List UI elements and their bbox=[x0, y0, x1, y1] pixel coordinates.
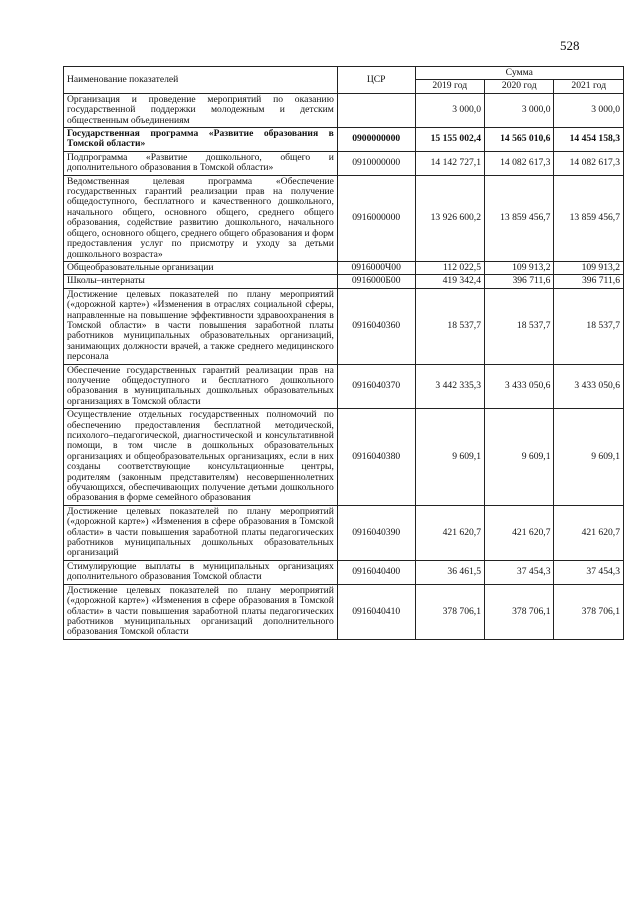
row-code: 0916040400 bbox=[337, 560, 415, 584]
header-csr: ЦСР bbox=[337, 67, 415, 94]
table-row bbox=[64, 261, 624, 274]
row-code: 0916040380 bbox=[337, 409, 415, 506]
header-year-2021: 2021 год bbox=[554, 80, 624, 93]
page-number: 528 bbox=[560, 38, 580, 53]
row-name: Достижение целевых показателей по плану мероприятий («дорожной карте») «Изменения в сфере образования в Томской области» в части повышения заработной платы педагогических работников муниципальных организаций дополнительного образования Томской области bbox=[64, 584, 338, 639]
row-value-2020: 396 711,6 bbox=[485, 275, 554, 288]
row-name: Общеобразовательные организации bbox=[64, 261, 338, 274]
row-code: 0900000000 bbox=[337, 128, 415, 152]
row-value-2019: 112 022,5 bbox=[415, 261, 484, 274]
table-row bbox=[64, 288, 624, 364]
header-sum: Сумма bbox=[415, 67, 623, 80]
row-name: Обеспечение государственных гарантий реализации прав на получение общедоступного и бесплатного дошкольного образования в муниципальных дошкольных образовательных организациях в Томской области bbox=[64, 364, 338, 409]
row-name: Ведомственная целевая программа «Обеспечение государственных гарантий реализации прав на получение общедоступного, бесплатного и качественного дошкольного, начального общего, основного общего, среднего общего образования, содействие развитию дошкольного, начального общего, основного общего, среднего общего образования и форм предоставления услуг по присмотру и уходу за детьми дошкольного возраста» bbox=[64, 175, 338, 261]
row-value-2021: 9 609,1 bbox=[554, 409, 624, 506]
row-value-2019: 18 537,7 bbox=[415, 288, 484, 364]
row-value-2021: 14 082 617,3 bbox=[554, 151, 624, 175]
header-name: Наименование показателей bbox=[64, 67, 338, 94]
budget-table bbox=[63, 66, 624, 640]
row-value-2019: 14 142 727,1 bbox=[415, 151, 484, 175]
row-value-2019: 15 155 002,4 bbox=[415, 128, 484, 152]
row-value-2020: 18 537,7 bbox=[485, 288, 554, 364]
row-value-2019: 3 442 335,3 bbox=[415, 364, 484, 409]
row-code: 0916000Б00 bbox=[337, 275, 415, 288]
row-value-2021: 3 433 050,6 bbox=[554, 364, 624, 409]
row-value-2020: 109 913,2 bbox=[485, 261, 554, 274]
row-code: 0916000000 bbox=[337, 175, 415, 261]
row-value-2019: 9 609,1 bbox=[415, 409, 484, 506]
table-row bbox=[64, 275, 624, 288]
row-code: 0916040360 bbox=[337, 288, 415, 364]
row-name: Школы–интернаты bbox=[64, 275, 338, 288]
row-code: 0910000000 bbox=[337, 151, 415, 175]
row-value-2020: 3 433 050,6 bbox=[485, 364, 554, 409]
row-value-2021: 37 454,3 bbox=[554, 560, 624, 584]
row-name: Достижение целевых показателей по плану мероприятий («дорожной карте») «Изменения в сфере образования в Томской области» в части повышения заработной платы педагогических работников муниципальных дошкольных образовательных организаций bbox=[64, 505, 338, 560]
table-row bbox=[64, 175, 624, 261]
row-name: Подпрограмма «Развитие дошкольного, общего и дополнительного образования в Томской области» bbox=[64, 151, 338, 175]
header-row bbox=[64, 67, 624, 80]
row-code: 0916040390 bbox=[337, 505, 415, 560]
row-value-2020: 14 565 010,6 bbox=[485, 128, 554, 152]
row-value-2021: 421 620,7 bbox=[554, 505, 624, 560]
header-year-2019: 2019 год bbox=[415, 80, 484, 93]
row-value-2019: 36 461,5 bbox=[415, 560, 484, 584]
table-row bbox=[64, 128, 624, 152]
row-value-2020: 14 082 617,3 bbox=[485, 151, 554, 175]
row-value-2020: 421 620,7 bbox=[485, 505, 554, 560]
table-row bbox=[64, 409, 624, 506]
row-value-2020: 9 609,1 bbox=[485, 409, 554, 506]
row-value-2021: 396 711,6 bbox=[554, 275, 624, 288]
row-value-2021: 3 000,0 bbox=[554, 93, 624, 127]
row-name: Организация и проведение мероприятий по оказанию государственной поддержки молодежным и детским общественным объединениям bbox=[64, 93, 338, 127]
table-row bbox=[64, 560, 624, 584]
header-year-2020: 2020 год bbox=[485, 80, 554, 93]
row-value-2020: 37 454,3 bbox=[485, 560, 554, 584]
row-value-2020: 3 000,0 bbox=[485, 93, 554, 127]
row-value-2019: 421 620,7 bbox=[415, 505, 484, 560]
row-code bbox=[337, 93, 415, 127]
row-value-2019: 3 000,0 bbox=[415, 93, 484, 127]
row-code: 0916000Ч00 bbox=[337, 261, 415, 274]
row-value-2019: 378 706,1 bbox=[415, 584, 484, 639]
row-code: 0916040410 bbox=[337, 584, 415, 639]
row-value-2021: 109 913,2 bbox=[554, 261, 624, 274]
row-value-2021: 14 454 158,3 bbox=[554, 128, 624, 152]
row-value-2021: 18 537,7 bbox=[554, 288, 624, 364]
row-name: Достижение целевых показателей по плану мероприятий («дорожной карте») «Изменения в отраслях социальной сферы, направленные на повышение эффективности здравоохранения в Томской области» в части повышения заработной платы работников муниципальных образовательных организаций, занимающих должности врачей, а также среднего медицинского персонала bbox=[64, 288, 338, 364]
row-value-2021: 378 706,1 bbox=[554, 584, 624, 639]
table-row bbox=[64, 364, 624, 409]
row-value-2020: 378 706,1 bbox=[485, 584, 554, 639]
table-body bbox=[64, 93, 624, 639]
row-value-2020: 13 859 456,7 bbox=[485, 175, 554, 261]
table-row bbox=[64, 151, 624, 175]
row-name: Государственная программа «Развитие образования в Томской области» bbox=[64, 128, 338, 152]
row-value-2021: 13 859 456,7 bbox=[554, 175, 624, 261]
table-row bbox=[64, 584, 624, 639]
row-value-2019: 419 342,4 bbox=[415, 275, 484, 288]
table-row bbox=[64, 505, 624, 560]
row-name: Осуществление отдельных государственных полномочий по обеспечению предоставления бесплатной методической, психолого–педагогической, диагностической и консультативной помощи, в том числе в дошкольных образовательных организациях и общеобразовательных организациях, если в них созданы соответствующие консультационные центры, родителям (законным представителям) несовершеннолетних обучающихся, обеспечивающих получение детьми дошкольного образования в форме семейного образования bbox=[64, 409, 338, 506]
table-row bbox=[64, 93, 624, 127]
row-value-2019: 13 926 600,2 bbox=[415, 175, 484, 261]
row-code: 0916040370 bbox=[337, 364, 415, 409]
row-name: Стимулирующие выплаты в муниципальных организациях дополнительного образования Томской области bbox=[64, 560, 338, 584]
